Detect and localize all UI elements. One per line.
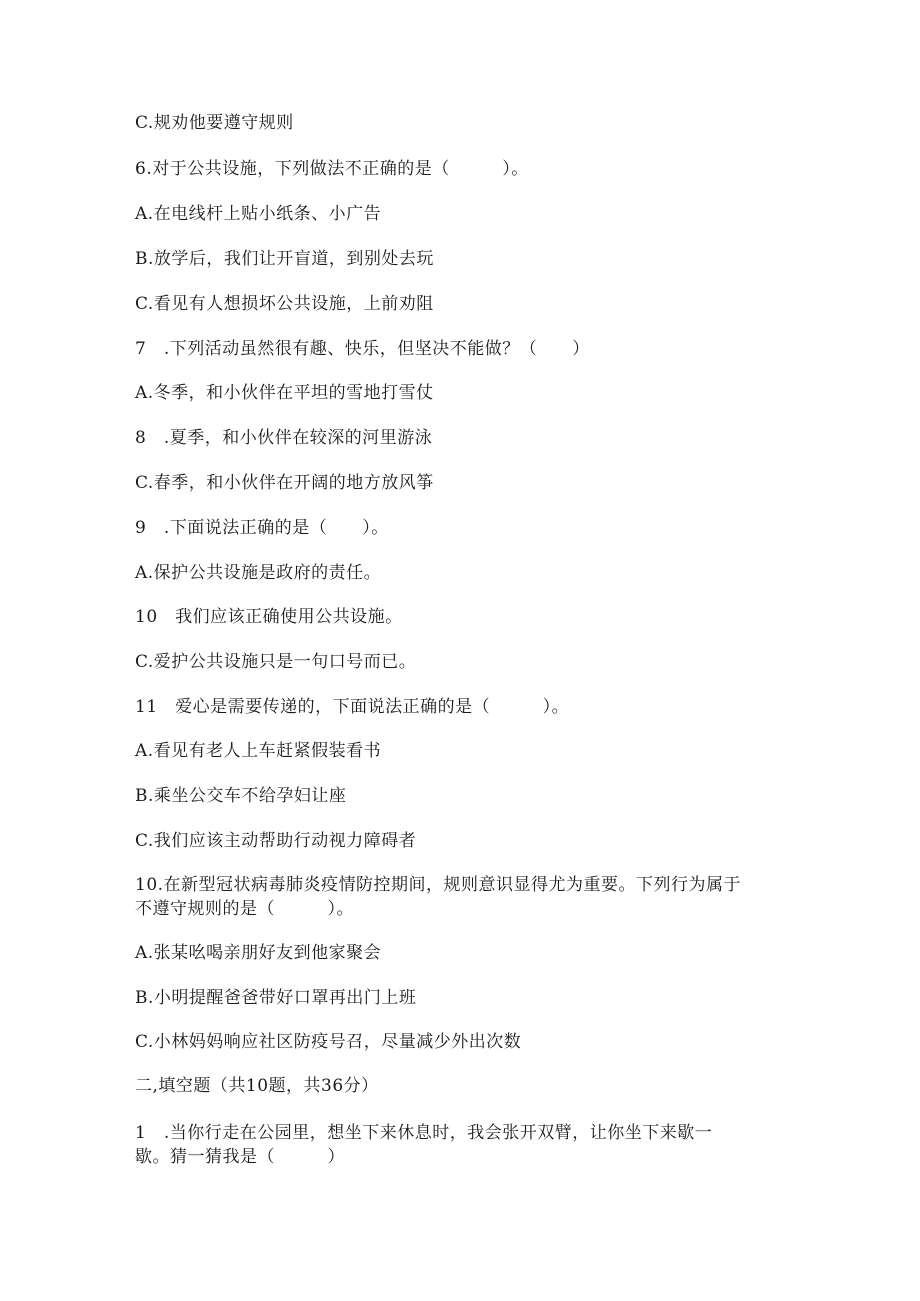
option-9a: A.保护公共设施是政府的责任。	[135, 563, 382, 583]
question-10-line-2: 不遵守规则的是（ ）。	[135, 899, 354, 919]
question-9: 9 .下面说法正确的是（ ）。	[135, 518, 389, 538]
option-6c: C.看见有人想损坏公共设施，上前劝阻	[135, 294, 434, 314]
section-heading-fill-blank: 二,填空题（共10题，共36分）	[135, 1076, 379, 1096]
question-11: 11 爱心是需要传递的，下面说法正确的是（ ）。	[135, 697, 570, 717]
fill-question-1-line-2: 歇。猜一猜我是（ ）	[135, 1147, 345, 1167]
option-5c: C.规劝他要遵守规则	[135, 113, 294, 133]
fill-question-1-line-1: 1 .当你行走在公园里，想坐下来休息时，我会张开双臂，让你坐下来歇一	[135, 1123, 713, 1143]
question-7: 7 .下列活动虽然很有趣、快乐，但坚决不能做？（ ）	[135, 339, 590, 359]
question-6: 6.对于公共设施，下列做法不正确的是（ ）。	[135, 159, 529, 179]
option-7c: C.春季，和小伙伴在开阔的地方放风筝	[135, 473, 434, 493]
option-6b: B.放学后，我们让开盲道，到别处去玩	[135, 249, 434, 269]
option-11b: B.乘坐公交车不给孕妇让座	[135, 786, 347, 806]
option-10a: A.张某吆喝亲朋好友到他家聚会	[135, 943, 382, 963]
option-11a: A.看见有老人上车赶紧假装看书	[135, 741, 382, 761]
option-6a: A.在电线杆上贴小纸条、小广告	[135, 204, 382, 224]
option-7b: 8 .夏季，和小伙伴在较深的河里游泳	[135, 428, 433, 448]
option-10c: C.小林妈妈响应社区防疫号召，尽量减少外出次数	[135, 1032, 522, 1052]
option-11c: C.我们应该主动帮助行动视力障碍者	[135, 831, 417, 851]
option-7a: A.冬季，和小伙伴在平坦的雪地打雪仗	[135, 383, 434, 403]
option-9b: 10 我们应该正确使用公共设施。	[135, 607, 403, 627]
question-10-line-1: 10.在新型冠状病毒肺炎疫情防控期间，规则意识显得尤为重要。下列行为属于	[135, 875, 742, 895]
option-10b: B.小明提醒爸爸带好口罩再出门上班	[135, 988, 417, 1008]
option-9c: C.爱护公共设施只是一句口号而已。	[135, 652, 417, 672]
